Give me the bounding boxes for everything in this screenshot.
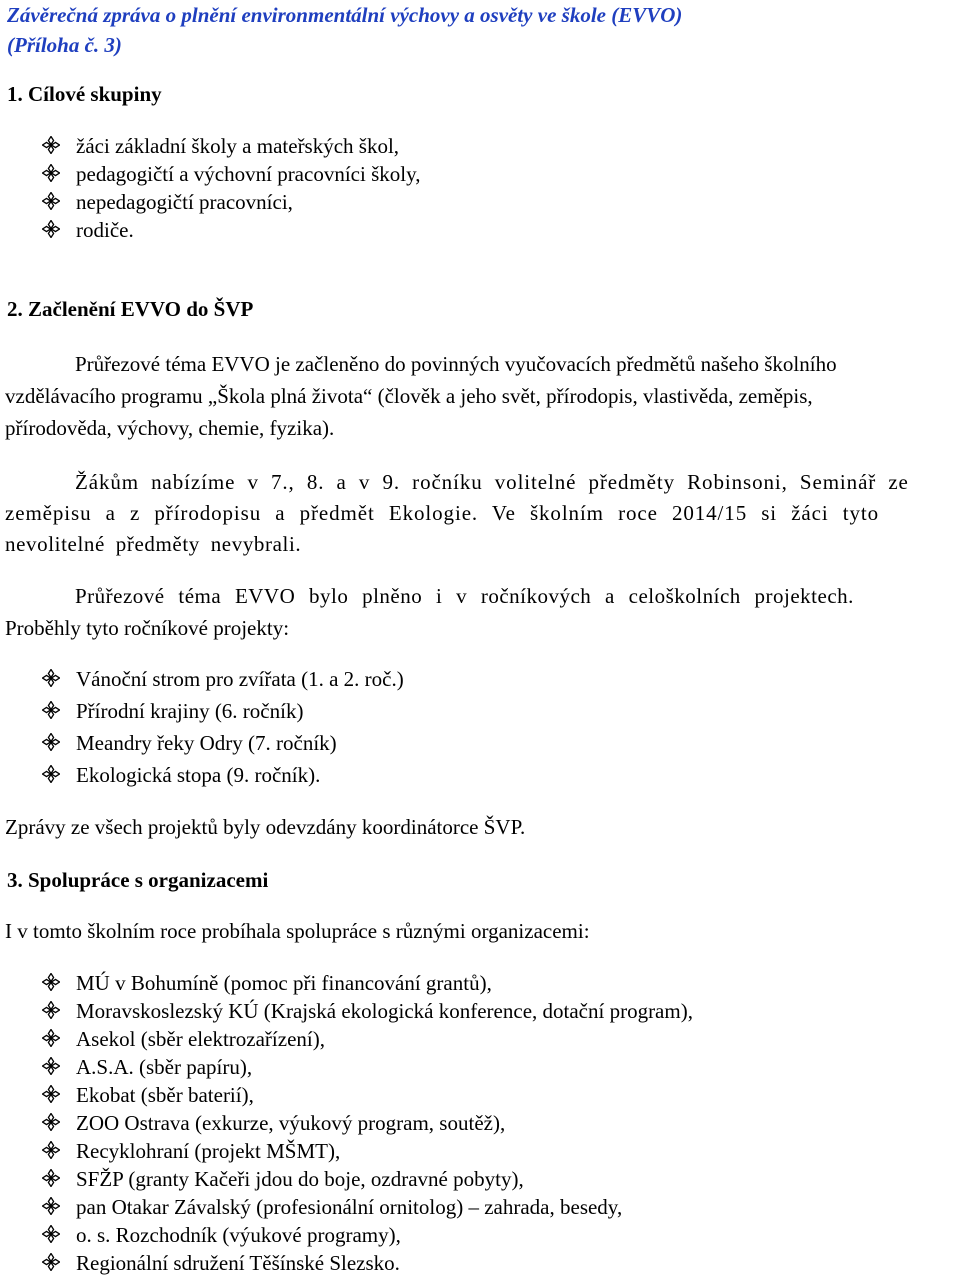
four-diamond-bullet-icon: [42, 1029, 60, 1047]
list-item: Asekol (sběr elektrozařízení),: [0, 1025, 693, 1053]
organizations-list: [0, 969, 693, 1277]
four-diamond-bullet-icon: [42, 136, 60, 154]
class-projects-list: [0, 665, 404, 793]
list-item: Moravskoslezský KÚ (Krajská ekologická konference, dotační program),: [0, 997, 693, 1025]
list-item: Meandry řeky Odry (7. ročník): [0, 729, 404, 761]
list-item: pan Otakar Závalský (profesionální ornitolog) – zahrada, besedy,: [0, 1193, 693, 1221]
four-diamond-bullet-icon: [42, 669, 60, 687]
four-diamond-bullet-icon: [42, 1253, 60, 1271]
list-item: MÚ v Bohumíně (pomoc při financování grantů),: [0, 969, 693, 997]
list-item: Vánoční strom pro zvířata (1. a 2. roč.): [0, 665, 404, 697]
list-item: Ekologická stopa (9. ročník).: [0, 761, 404, 793]
list-item: A.S.A. (sběr papíru),: [0, 1053, 693, 1081]
document-title: [7, 0, 952, 60]
four-diamond-bullet-icon: [42, 733, 60, 751]
section-2-paragraph-1: Průřezové téma EVVO je začleněno do povinných vyučovacích předmětů našeho školního vzdělávacího programu „Škola plná života“ (člověk a jeho svět, přírodopis, vlastivěda, zeměpis, přírodověda, výchovy, chemie, fyzika).: [5, 352, 837, 440]
section-3-heading: 3. Spolupráce s organizacemi: [7, 868, 269, 892]
four-diamond-bullet-icon: [42, 1225, 60, 1243]
four-diamond-bullet-icon: [42, 192, 60, 210]
section-2-paragraph-3: Průřezové téma EVVO bylo plněno i v ročníkových a celoškolních projektech. Proběhly tyto ročníkové projekty:: [5, 584, 854, 640]
four-diamond-bullet-icon: [42, 1141, 60, 1159]
four-diamond-bullet-icon: [42, 973, 60, 991]
list-item: nepedagogičtí pracovníci,: [0, 188, 420, 216]
target-groups-list: [0, 132, 420, 244]
list-item: SFŽP (granty Kačeři jdou do boje, ozdravné pobyty),: [0, 1165, 693, 1193]
list-item: ZOO Ostrava (exkurze, výukový program, soutěž),: [0, 1109, 693, 1137]
four-diamond-bullet-icon: [42, 1197, 60, 1215]
list-item: Ekobat (sběr baterií),: [0, 1081, 693, 1109]
four-diamond-bullet-icon: [42, 765, 60, 783]
list-item: Přírodní krajiny (6. ročník): [0, 697, 404, 729]
four-diamond-bullet-icon: [42, 701, 60, 719]
four-diamond-bullet-icon: [42, 1113, 60, 1131]
list-item: Recyklohraní (projekt MŠMT),: [0, 1137, 693, 1165]
section-2-paragraph-4: Zprávy ze všech projektů byly odevzdány koordinátorce ŠVP.: [5, 815, 526, 839]
four-diamond-bullet-icon: [42, 1057, 60, 1075]
title-line-1: Závěrečná zpráva o plnění environmentální výchovy a osvěty ve škole (EVVO): [7, 3, 683, 27]
title-line-2: (Příloha č. 3): [7, 33, 122, 57]
list-item: Regionální sdružení Těšínské Slezsko.: [0, 1249, 693, 1277]
list-item: žáci základní školy a mateřských škol,: [0, 132, 420, 160]
section-2-paragraph-2: Žákům nabízíme v 7., 8. a v 9. ročníku volitelné předměty Robinsoni, Seminář ze zeměpisu a z přírodopisu a předmět Ekologie. Ve školním roce 2014/15 si žáci tyto nevolitelné předměty nevybrali.: [5, 470, 909, 556]
four-diamond-bullet-icon: [42, 164, 60, 182]
list-item: pedagogičtí a výchovní pracovníci školy,: [0, 160, 420, 188]
section-3-intro: I v tomto školním roce probíhala spolupráce s různými organizacemi:: [5, 919, 590, 943]
list-item: rodiče.: [0, 216, 420, 244]
list-item: o. s. Rozchodník (výukové programy),: [0, 1221, 693, 1249]
four-diamond-bullet-icon: [42, 220, 60, 238]
four-diamond-bullet-icon: [42, 1001, 60, 1019]
section-1-heading: 1. Cílové skupiny: [7, 82, 162, 106]
four-diamond-bullet-icon: [42, 1085, 60, 1103]
section-2-heading: 2. Začlenění EVVO do ŠVP: [7, 297, 254, 321]
four-diamond-bullet-icon: [42, 1169, 60, 1187]
